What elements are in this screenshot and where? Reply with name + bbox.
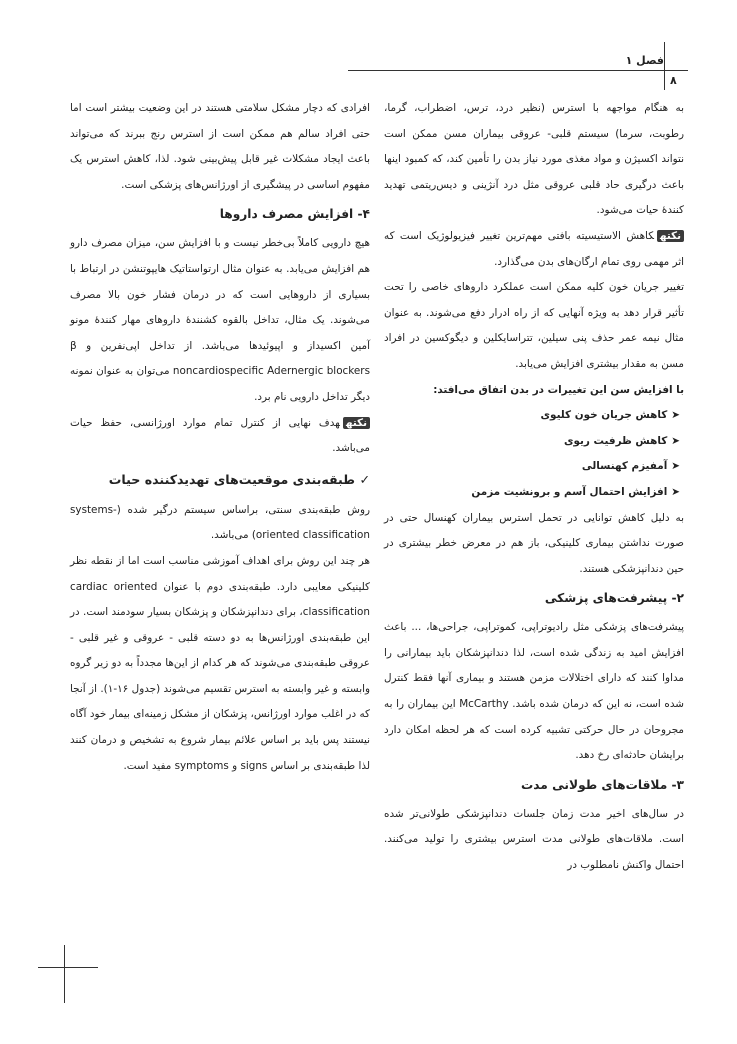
arrow-bullet-icon: ➤ <box>671 434 680 447</box>
paragraph: به دلیل کاهش توانایی در تحمل استرس بیماران کهنسال حتی در صورت نداشتن بیماری کلینیکی، باز هم در معرض خطر بیشتری در حین دندانپزشکی هستند. <box>384 511 684 575</box>
list-intro: با افزایش سن این تغییرات در بدن اتفاق می‌افتد: <box>433 383 684 396</box>
list-item: ➤افزایش احتمال آسم و برونشیت مزمن <box>471 485 680 498</box>
paragraph: تغییر جریان خون کلیه ممکن است عملکرد داروهای خاصی را تحت تأثیر قرار دهد به ویژه آنهایی که از راه ادرار دفع می‌شوند. به عنوان مثال نیمه عمر حذف پنی سیلین، تتراسایکلین و دیگوکسین در افراد مسن به مقدار بیشتری افزایش می‌یابد. <box>384 281 684 370</box>
crop-mark-horizontal <box>38 967 98 968</box>
paragraph: به هنگام مواجهه با استرس (نظیر درد، ترس، اضطراب، گرما، رطوبت، سرما) سیستم قلبی- عروقی بیماران مسن ممکن است نتواند اکسیژن و مواد مغذی مورد نیاز بدن را تأمین کند، که کمبود اینها باعث درگیری حاد قلبی عروقی مثل درد آنژینی و دیس‌ریتمی تهدید کنندهٔ حیات می‌شود. <box>384 102 684 217</box>
paragraph: پیشرفت‌های پزشکی مثل رادیوتراپی، کموتراپی، جراحی‌ها، ... باعث افزایش امید به زندگی شده است، لذا دندانپزشکان باید بیمارانی را مداوا کنند که دارای اختلالات مزمن هستند و بیماری آنها فقط کنترل شده است، نه این که درمان شده باشد. McCarthy این بیماران را به مجروحان در حال حرکتی تشبیه کرده است که هر لحظه امکان دارد برایشان حادثه‌ای رخ دهد. <box>384 621 684 762</box>
list-item: ➤آمفیزم کهنسالی <box>581 460 680 473</box>
crop-mark-vertical <box>64 945 65 1003</box>
paragraph: در سال‌های اخیر مدت زمان جلسات دندانپزشکی طولانی‌تر شده است. ملاقات‌های طولانی مدت استرس بیشتری را تولید می‌کنند. احتمال واکنش نامطلوب در <box>384 807 684 872</box>
page-number: ۸ <box>670 74 677 87</box>
section-heading: ۴- افزایش مصرف داروها <box>219 207 370 222</box>
list-item: ➤کاهش جریان خون کلیوی <box>540 409 680 422</box>
paragraph: افرادی که دچار مشکل سلامتی هستند در این وضعیت بیشتر است اما حتی افراد سالم هم ممکن است از استرس رنج ببرند که می‌تواند باعث ایجاد مشکلات غیر قابل پیش‌بینی شود. لذا، کاهش استرس یک مفهوم اساسی در پیشگیری از اورژانس‌های پزشکی است. <box>70 102 370 191</box>
header-vertical-rule <box>664 42 665 90</box>
section-heading: ۲- پیشرفت‌های پزشکی <box>544 591 684 606</box>
note-tag: نکته <box>657 230 684 242</box>
arrow-bullet-icon: ➤ <box>671 409 680 422</box>
paragraph: هیچ دارویی کاملاً بی‌خطر نیست و با افزایش سن، میزان مصرف دارو هم افزایش می‌یابد. به عنوان مثال ارتواستاتیک هایپوتنشن در ارتباط با بسیاری از داروهایی است که در درمان فشار خون بالا مصرف می‌شوند. یک مثال، تداخل بالقوه کشنندهٔ داروهای مهار کنندهٔ مونو آمین اکسیداز و اپیوئیدها می‌باشد. از تداخل اپی‌نفرین و β noncardiospecific Adernergic blockers می‌توان به عنوان نمونه دیگر تداخل دارویی نام برد. <box>70 237 370 403</box>
note-paragraph <box>70 411 370 462</box>
note-paragraph <box>384 224 684 275</box>
left-column <box>70 96 370 779</box>
note-text: کاهش الاستیسیته بافتی مهم‌ترین تغییر فیزیولوژیک است که اثر مهمی روی تمام ارگان‌های بدن می‌گذارد. <box>384 229 684 268</box>
list-item: ➤کاهش ظرفیت ریوی <box>563 434 680 447</box>
right-column <box>384 96 684 879</box>
note-text: هدف نهایی از کنترل تمام موارد اورژانسی، حفظ حیات می‌باشد. <box>70 416 370 455</box>
section-heading: ۳- ملاقات‌های طولانی مدت <box>521 777 684 792</box>
check-icon: ✓ <box>359 471 370 487</box>
paragraph: هر چند این روش برای اهداف آموزشی مناسب است اما از نقطه نظر کلینیکی معایبی دارد. طبقه‌بندی دوم با عنوان cardiac oriented classification، برای دندانپزشکان و پزشکان بسیار سودمند است. در این طبقه‌بندی اورژانس‌ها به دو دسته قلبی - عروقی و غیر قلبی - عروقی طبقه‌بندی می‌شوند که هر کدام از این‌ها مجدداً به دو زیر گروه وابسته و غیر وابسته به استرس تقسیم می‌شوند (جدول ۱۶-۱). از آنجا که در اغلب موارد اورژانس، پزشکان از مشکل زمینه‌ای بیمار خود آگاه نیستند پس باید بر اساس علائم بیمار شروع به تشخیص و درمان کنند لذا طبقه‌بندی بر اساس signs و symptoms مفید است. <box>70 554 370 772</box>
note-tag: نکته <box>343 417 370 429</box>
main-heading: ✓ طبقه‌بندی موقعیت‌های تهدیدکننده حیات <box>108 471 370 487</box>
arrow-bullet-icon: ➤ <box>671 485 680 498</box>
arrow-bullet-icon: ➤ <box>671 460 680 473</box>
bullet-list <box>384 403 684 505</box>
paragraph: روش طبقه‌بندی سنتی، براساس سیستم درگیر شده (systems-oriented classification) می‌باشد. <box>70 503 370 542</box>
chapter-label: فصل ۱ <box>625 54 664 67</box>
header-rule <box>348 70 688 71</box>
